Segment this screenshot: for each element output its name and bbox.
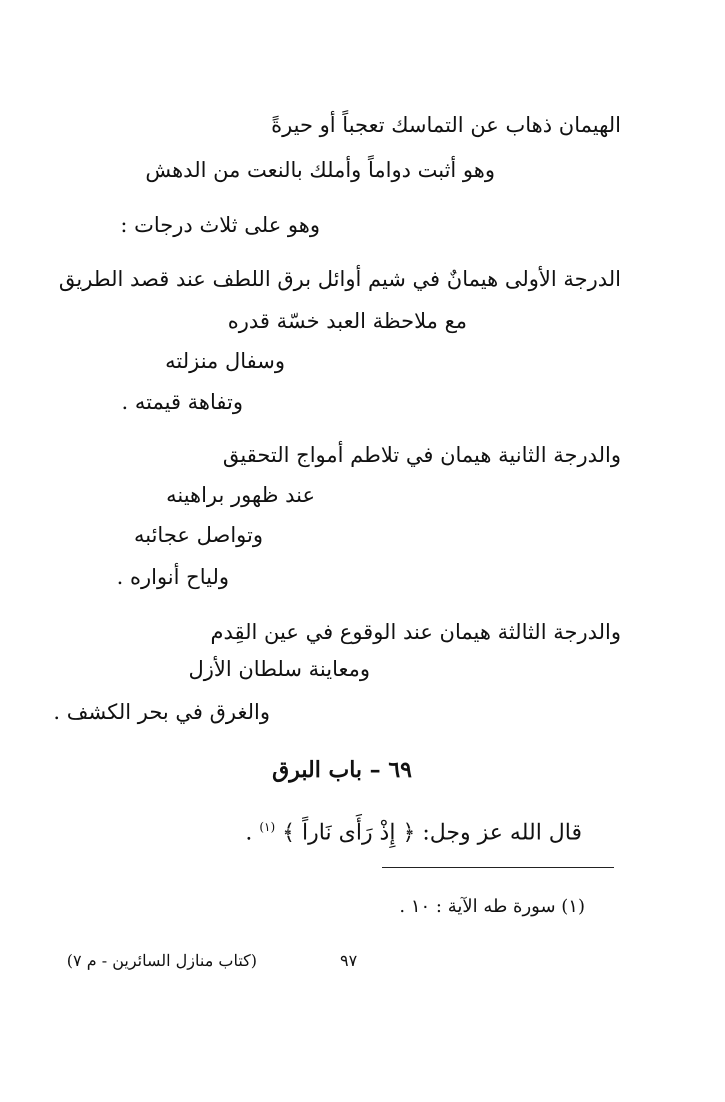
footnote-divider — [382, 867, 614, 868]
quran-end: . — [245, 820, 253, 846]
degree2-line-1: والدرجة الثانية هيمان في تلاطم أمواج التحقيق — [222, 443, 621, 467]
degree3-line-3: والغرق في بحر الكشف . — [53, 700, 270, 724]
degree1-line-4: وتفاهة قيمته . — [121, 390, 243, 414]
intro-line-3: وهو على ثلاث درجات : — [120, 213, 320, 237]
degree2-line-4: ولياح أنواره . — [116, 565, 229, 589]
quran-verse: ﴿ إِذْ رَأَى نَاراً ﴾ — [282, 820, 416, 846]
degree1-line-2: مع ملاحظة العبد خسّة قدره — [227, 309, 467, 333]
quran-intro: قال الله عز وجل: — [422, 820, 582, 846]
degree1-line-3: وسفال منزلته — [165, 349, 285, 373]
degree3-line-2: ومعاينة سلطان الأزل — [188, 657, 370, 681]
degree1-line-1: الدرجة الأولى هيمانٌ في شيم أوائل برق اللطف عند قصد الطريق — [58, 267, 621, 291]
intro-line-1: الهيمان ذهاب عن التماسك تعجباً أو حيرةً — [271, 113, 621, 137]
chapter-number: ٦٩ — [388, 757, 412, 783]
intro-line-2: وهو أثبت دواماً وأملك بالنعت من الدهش — [145, 158, 495, 182]
chapter-heading — [272, 755, 412, 785]
page-number: ٩٧ — [340, 951, 358, 970]
degree2-line-3: وتواصل عجائبه — [133, 523, 263, 547]
degree2-line-2: عند ظهور براهينه — [166, 483, 315, 507]
book-title-footer: (كتاب منازل السائرين - م ٧) — [66, 951, 257, 970]
footnote-marker: (١) — [259, 820, 276, 834]
footnote-text: (١) سورة طه الآية : ١٠ . — [399, 896, 585, 917]
quran-line — [245, 812, 582, 848]
degree3-line-1: والدرجة الثالثة هيمان عند الوقوع في عين القِدم — [210, 620, 621, 644]
chapter-title: – باب البرق — [272, 757, 381, 783]
